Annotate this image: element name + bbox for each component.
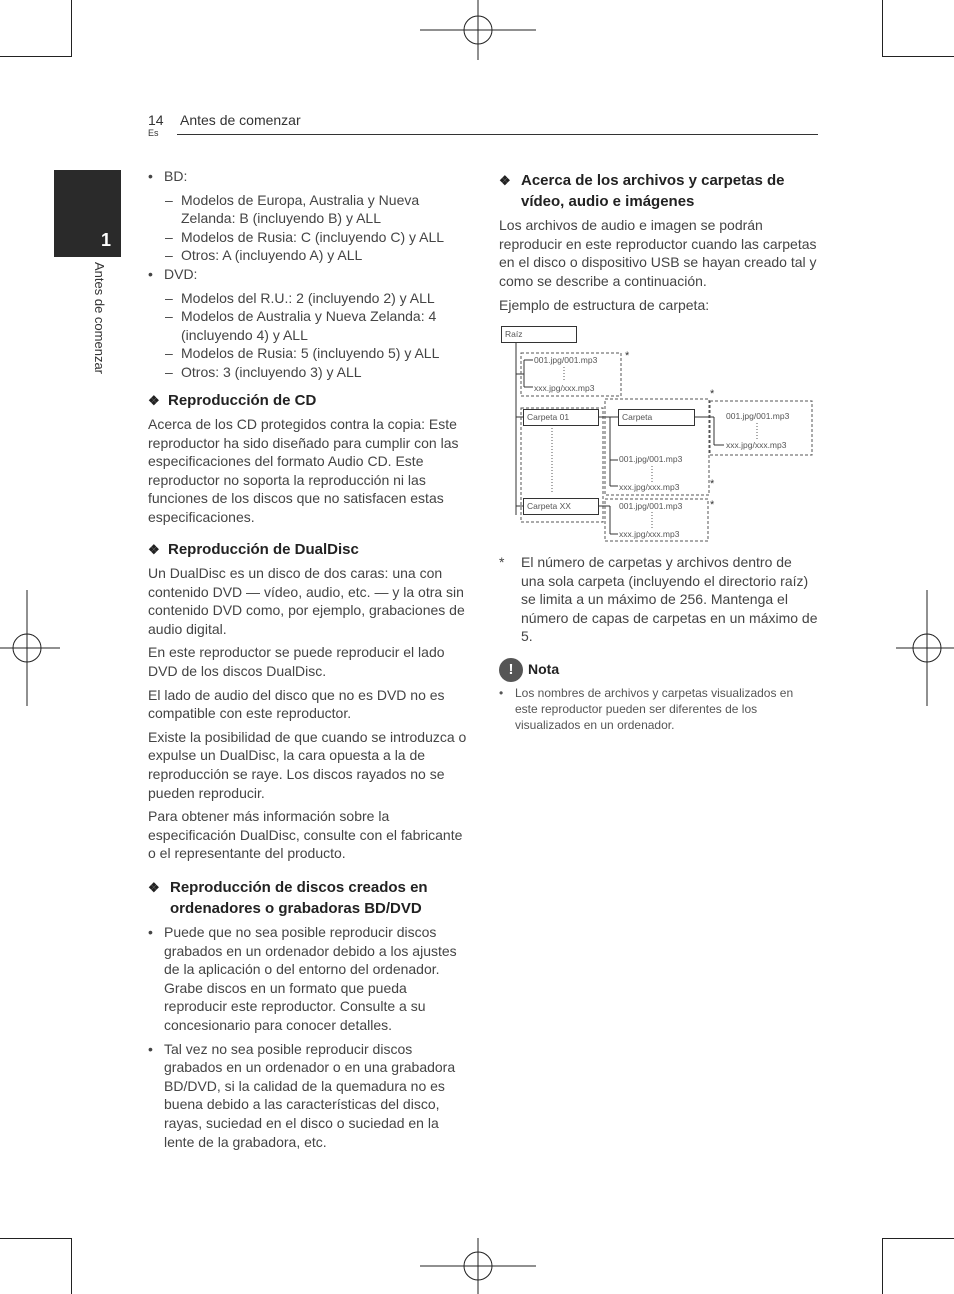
files-example-label: Ejemplo de estructura de carpeta:: [499, 297, 710, 313]
dualdisc-p5: Para obtener más información sobre la especificación DualDisc, consulte con el fabricante o el representante del producto.: [148, 808, 463, 862]
subfolder-file-last: xxx.jpg/xxx.mp3: [726, 440, 787, 450]
registration-mark-right: [896, 590, 954, 706]
registration-mark-top: [420, 0, 536, 60]
diamond-bullet-icon: ❖: [499, 173, 511, 188]
asterisk-mark: *: [710, 478, 715, 490]
folder-01-box: Carpeta 01: [523, 409, 599, 426]
region-code-list: [148, 167, 468, 382]
header-rule: [177, 134, 818, 135]
root-file-first: 001.jpg/001.mp3: [534, 355, 598, 365]
folder-xx-box: Carpeta XX: [523, 498, 599, 515]
list-item: – Modelos de Australia y Nueva Zelanda: 4 (incluyendo 4) y ALL: [148, 307, 468, 344]
folderxx-file-last: xxx.jpg/xxx.mp3: [619, 529, 680, 539]
registration-mark-bottom: [420, 1238, 536, 1294]
list-item: – Otros: A (incluyendo A) y ALL: [148, 246, 468, 265]
dualdisc-p1: Un DualDisc es un disco de dos caras: una con contenido DVD — vídeo, audio, etc. — y la otra sin contenido DVD como, por ejemplo, grabaciones de audio digital.: [148, 565, 465, 637]
dualdisc-heading: ❖ Reproducción de DualDisc: [148, 541, 359, 558]
subfolder-box: Carpeta: [618, 409, 695, 426]
list-item: – Modelos de Europa, Australia y Nueva Zelanda: B (incluyendo B) y ALL: [148, 191, 468, 228]
folderxx-file-first: 001.jpg/001.mp3: [619, 501, 683, 511]
list-item: – Modelos de Rusia: C (incluyendo C) y ALL: [148, 228, 468, 247]
cd-heading: ❖ Reproducción de CD: [148, 392, 317, 409]
footnote: [499, 553, 819, 646]
diamond-bullet-icon: ❖: [148, 393, 160, 408]
folder01-file-first: 001.jpg/001.mp3: [619, 454, 683, 464]
dualdisc-p3: El lado de audio del disco que no es DVD no es compatible con este reproductor.: [148, 686, 445, 722]
note-title: Nota: [528, 661, 560, 677]
recorders-heading: ❖ Reproducción de discos creados en ordenadores o grabadoras BD/DVD: [148, 879, 428, 917]
chapter-number: 1: [100, 230, 111, 250]
diamond-bullet-icon: ❖: [148, 880, 160, 895]
chapter-tab: [54, 170, 121, 257]
asterisk-mark: *: [710, 388, 715, 400]
bullet-icon: •: [499, 686, 504, 700]
folder01-file-last: xxx.jpg/xxx.mp3: [619, 482, 680, 492]
list-item: • Tal vez no sea posible reproducir discos grabados en un ordenador o en una grabadora BD/DVD, si la calidad de la quemadura no es buena debido a las características del disco, rayas, suciedad en el disco o suciedad en la lente de la grabadora, etc.: [148, 1040, 466, 1152]
list-item: – Modelos del R.U.: 2 (incluyendo 2) y ALL: [148, 289, 468, 308]
recorders-list: [148, 923, 466, 1151]
diamond-bullet-icon: ❖: [148, 542, 160, 557]
dualdisc-p2: En este reproductor se puede reproducir el lado DVD de los discos DualDisc.: [148, 644, 445, 679]
exclamation-icon: !: [499, 658, 523, 682]
cd-body: Acerca de los CD protegidos contra la copia: Este reproductor ha sido diseñado para cumplir con las especificaciones del formato Audio CD. Este reproductor no soporta la reproducción ni las funciones de los discos que no satisfacen estas especificaciones.: [148, 416, 459, 525]
list-item: – Modelos de Rusia: 5 (incluyendo 5) y ALL: [148, 344, 468, 363]
root-folder-box: Raíz: [501, 326, 577, 343]
asterisk-mark: *: [710, 499, 715, 511]
root-file-last: xxx.jpg/xxx.mp3: [534, 383, 595, 393]
registration-mark-left: [0, 590, 60, 706]
page-number: 14: [148, 112, 164, 128]
footnote-text: El número de carpetas y archivos dentro de una sola carpeta (incluyendo el directorio raíz) se limita a un máximo de 256. Mantenga el número de capas de carpetas en un máximo de 5.: [521, 554, 818, 645]
note-list: [499, 685, 809, 733]
dualdisc-p4: Existe la posibilidad de que cuando se introduzca o expulse un DualDisc, la cara opuesta a la de reproducción se raye. Los discos rayados no se pueden reproducir.: [148, 728, 467, 801]
note-item: • Los nombres de archivos y carpetas visualizados en este reproductor pueden ser diferentes de los visualizados en un ordenador.: [499, 686, 794, 732]
page-header: [148, 112, 818, 138]
chapter-side-label: Antes de comenzar: [92, 262, 107, 375]
list-item: – Otros: 3 (incluyendo 3) y ALL: [148, 363, 468, 382]
files-heading: ❖ Acerca de los archivos y carpetas de vídeo, audio e imágenes: [499, 172, 785, 210]
files-body: Los archivos de audio e imagen se podrán reproducir en este reproductor cuando las carpetas en el disco o dispositivo USB se hayan creado tal y como se describe a continuación.: [499, 217, 817, 289]
folder-structure-diagram: [498, 322, 818, 544]
bd-label: • BD:: [148, 167, 468, 186]
dualdisc-body: [148, 564, 468, 863]
dvd-label: • DVD:: [148, 265, 468, 284]
section-title: Antes de comenzar: [180, 112, 301, 128]
subfolder-file-first: 001.jpg/001.mp3: [726, 411, 790, 421]
asterisk-mark: *: [625, 350, 630, 362]
footnote-mark: *: [499, 554, 505, 570]
list-item: • Puede que no sea posible reproducir discos grabados en un ordenador debido a los ajustes de la aplicación o del entorno del ordenador. Grabe discos en un formato que pueda reproducir este reproductor. Consulte a su concesionario para conocer detalles.: [148, 923, 466, 1035]
language-code: Es: [148, 128, 159, 138]
